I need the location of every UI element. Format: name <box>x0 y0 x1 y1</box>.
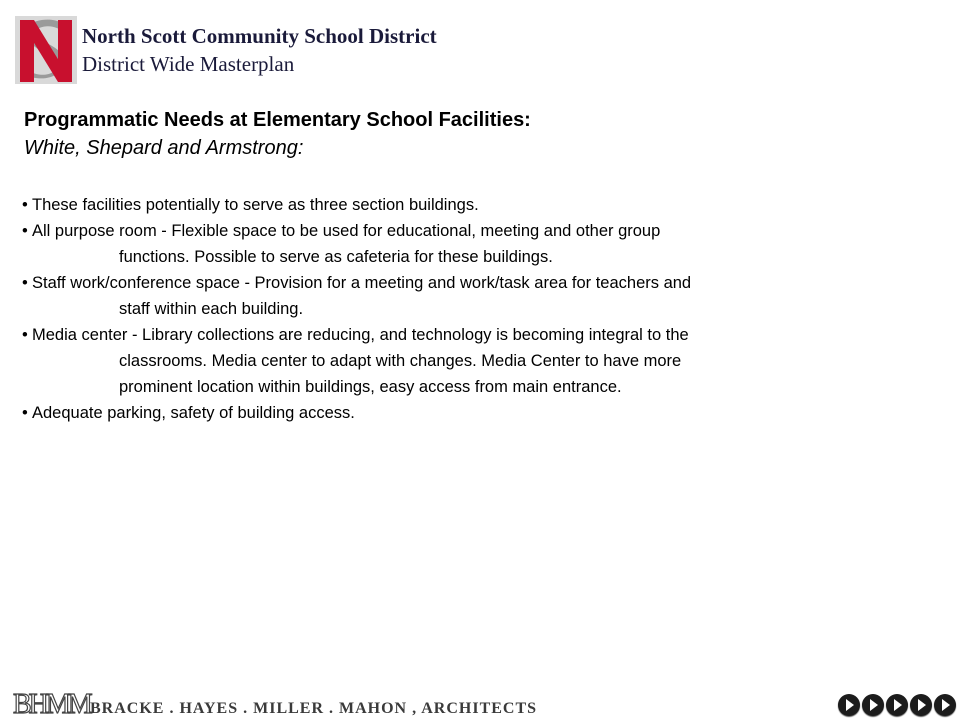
bullet-text-continued: functions. Possible to serve as cafeteria for these buildings. <box>119 248 553 266</box>
bullet-item <box>22 400 932 426</box>
slide-subtitle: White, Shepard and Armstrong: <box>24 137 304 159</box>
north-scott-logo-icon <box>14 14 78 86</box>
slide-title: Programmatic Needs at Elementary School Facilities: <box>24 109 531 131</box>
bullet-item <box>22 322 932 400</box>
bullet-text-continued: prominent location within buildings, easy access from main entrance. <box>119 378 622 396</box>
play-arrow-icon[interactable] <box>886 694 908 716</box>
bullet-text: • Adequate parking, safety of building access. <box>32 404 355 422</box>
bullet-item <box>22 192 932 218</box>
play-arrow-icon[interactable] <box>934 694 956 716</box>
bullet-text: • Staff work/conference space - Provision for a meeting and work/task area for teachers and <box>32 274 692 292</box>
bullet-text: • All purpose room - Flexible space to be used for educational, meeting and other group <box>32 222 661 240</box>
play-arrow-icon[interactable] <box>862 694 884 716</box>
organization-name: North Scott Community School District <box>82 24 437 48</box>
bullet-item <box>22 270 932 322</box>
bullet-text: • Media center - Library collections are reducing, and technology is becoming integral to the <box>32 326 689 344</box>
bullet-list <box>22 192 932 426</box>
bullet-text: • These facilities potentially to serve as three section buildings. <box>32 196 479 214</box>
document-subtitle: District Wide Masterplan <box>82 52 295 76</box>
play-arrow-icon[interactable] <box>910 694 932 716</box>
bullet-text-continued: staff within each building. <box>119 300 304 318</box>
play-arrow-icon[interactable] <box>838 694 860 716</box>
svg-text:BHMM: BHMM <box>13 689 90 720</box>
slide-navigation <box>838 694 960 722</box>
bullet-item <box>22 218 932 270</box>
firm-name: BRACKE . HAYES . MILLER . MAHON , ARCHITECTS <box>90 700 538 717</box>
firm-logo-icon <box>12 688 90 720</box>
bullet-text-continued: classrooms. Media center to adapt with changes. Media Center to have more <box>119 352 682 370</box>
